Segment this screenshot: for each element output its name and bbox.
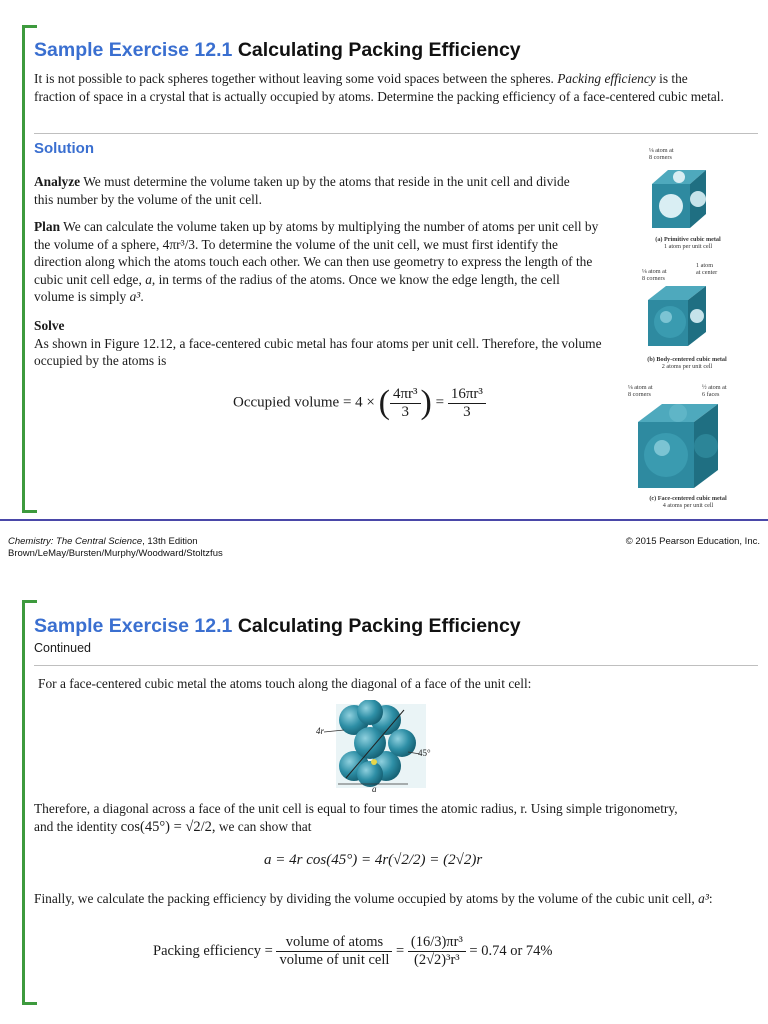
- face-centered-cube-image: [632, 400, 724, 494]
- packing-efficiency-equation: [153, 934, 553, 969]
- pe-equals-2: =: [396, 942, 405, 959]
- analyze-label: Analyze: [34, 174, 81, 189]
- p3-text-2: :: [708, 891, 713, 906]
- fig-a-caption-2: 1 atom per unit cell: [663, 243, 713, 250]
- fig-b-label-r2: at center: [696, 269, 718, 276]
- slide2-paragraph-1: For a face-centered cubic metal the atoms touch along the diagonal of a face of the unit cell:: [38, 676, 532, 691]
- fig-a-caption-1: (a) Primitive cubic metal: [655, 236, 721, 243]
- pe-fraction-2: [408, 934, 466, 969]
- fig-a-label-1: ⅛ atom at: [649, 147, 674, 154]
- eq-fraction-2: [448, 386, 486, 421]
- pe-f1-top: volume of atoms: [276, 934, 392, 952]
- fig-a-caption: [636, 236, 740, 250]
- slide2-title-text: Calculating Packing Efficiency: [237, 615, 521, 637]
- frac2-bot: 3: [463, 403, 471, 420]
- fig-b-label-left: [642, 268, 667, 282]
- slide-divider: [0, 519, 768, 521]
- frac1-top: 4πr³: [390, 386, 421, 404]
- solve-label: Solve: [34, 318, 65, 333]
- slide1-title-text: Calculating Packing Efficiency: [237, 39, 521, 61]
- fig-c-label-r2: 6 faces: [702, 391, 720, 398]
- frac1-bot: 3: [401, 403, 409, 420]
- frac2-top: 16πr³: [448, 386, 486, 404]
- fig-b-label-r1: 1 atom: [696, 262, 714, 269]
- intro-text-2: is the fraction of space in a crystal that is actually occupied by atoms. Determine the packing efficiency of a face-centered cubic metal.: [34, 71, 724, 104]
- edge-length-equation: a = 4r cos(45°) = 4r(√2/2) = (2√2)r: [264, 852, 483, 868]
- footer-copyright: © 2015 Pearson Education, Inc.: [625, 536, 760, 547]
- fig-b-label-l2: 8 corners: [642, 275, 665, 282]
- fig-c-caption-2: 4 atoms per unit cell: [662, 502, 714, 509]
- analyze-text: We must determine the volume taken up by the atoms that reside in the unit cell and divide this number by the volume of the unit cell.: [34, 174, 570, 207]
- fig-b-caption-2: 2 atoms per unit cell: [661, 363, 713, 370]
- solve-paragraph: [34, 317, 604, 370]
- eq-times: = 4 ×: [342, 394, 375, 411]
- slide2-paragraph-2: [34, 800, 694, 836]
- p3-text: Finally, we calculate the packing efficiency by dividing the volume occupied by atoms by the volume of the cubic unit cell,: [34, 891, 699, 906]
- fig-b-label-right: [696, 262, 717, 276]
- footer-edition: , 13th Edition: [142, 536, 198, 547]
- pe-f2-bot: (2√2)³r³: [414, 952, 460, 968]
- intro-italic: Packing efficiency: [557, 71, 656, 86]
- unit-cell-figure: [622, 140, 762, 515]
- fig-c-label-r1: ½ atom at: [702, 384, 727, 391]
- intro-text: It is not possible to pack spheres together without leaving some void spaces between the spheres.: [34, 71, 558, 86]
- continued-label: Continued: [34, 641, 91, 655]
- pe-f2-top: (16/3)πr³: [408, 934, 466, 952]
- eq-label: Occupied volume: [233, 394, 340, 411]
- plan-text-3: .: [140, 289, 144, 304]
- pe-label: Packing efficiency: [153, 942, 262, 959]
- fig-a-label: [649, 147, 674, 161]
- fig-c-caption: [628, 495, 748, 509]
- fig-label-45: 45°: [418, 748, 431, 758]
- fig-label-a: a: [372, 784, 377, 794]
- plan-text: We can calculate the volume taken up by atoms by multiplying the number of atoms per unit cell by the volume of a sphere, 4πr³/3. To determine the volume of the unit cell, we must first identify the direction along which the atoms touch each other. We can then use geometry to express the length of the cubic unit cell edge,: [34, 219, 599, 287]
- fig-c-label-l1: ⅛ atom at: [628, 384, 653, 391]
- primitive-cube-image: [644, 166, 714, 236]
- plan-label: Plan: [34, 219, 61, 234]
- footer-book: [8, 536, 223, 560]
- pe-fraction-1: [276, 934, 392, 969]
- fig-label-4r: 4r: [316, 726, 325, 736]
- plan-a: a: [145, 271, 152, 287]
- fig-c-label-l2: 8 corners: [628, 391, 651, 398]
- slide2-title: [34, 615, 521, 638]
- occupied-volume-equation: Occupied volume = 4 × ( $\frac{\text{4πr³}}{3}$ ) = $\frac{\text{16πr³}}{3}$: [233, 384, 486, 422]
- fig-b-label-l1: ⅛ atom at: [642, 268, 667, 275]
- fig-c-label-right: [702, 384, 727, 398]
- eq-equals: =: [435, 394, 445, 411]
- slide1-intro: [34, 70, 724, 105]
- solution-heading: Solution: [34, 140, 94, 157]
- slide2-title-number: Sample Exercise 12.1: [34, 615, 233, 637]
- fig-b-caption: [632, 356, 742, 370]
- slide2-paragraph-3: [34, 890, 734, 908]
- plan-text-2: , in terms of the radius of the atoms. Once we know the edge length, the cell volume is simply: [34, 271, 560, 304]
- slide1-title: [34, 39, 521, 62]
- footer-book-title: Chemistry: The Central Science: [8, 536, 143, 547]
- p3-a3: a³: [698, 891, 709, 906]
- fig-c-label-left: [628, 384, 653, 398]
- footer-authors: Brown/LeMay/Bursten/Murphy/Woodward/Stoltzfus: [8, 548, 223, 559]
- p2-text-2: we can show that: [215, 818, 312, 834]
- solve-text: As shown in Figure 12.12, a face-centered cubic metal has four atoms per unit cell. Therefore, the volume occupied by the atoms is: [34, 335, 602, 368]
- plan-paragraph: [34, 218, 600, 306]
- analyze-paragraph: [34, 173, 579, 208]
- pe-result: = 0.74 or 74%: [469, 942, 553, 959]
- p2-text: Therefore, a diagonal across a face of the unit cell is equal to four times the atomic radius, r. Using simple trigonometry, and the identity: [34, 801, 678, 834]
- slide2-rule: [34, 665, 758, 666]
- p2-identity: cos(45°) = √2/2,: [120, 818, 216, 835]
- slide1-title-number: Sample Exercise 12.1: [34, 39, 233, 61]
- fig-c-caption-1: (c) Face-centered cubic metal: [649, 495, 727, 502]
- body-centered-cube-image: [640, 282, 716, 354]
- plan-a3: a³: [129, 289, 141, 304]
- pe-equals: =: [264, 942, 273, 959]
- pe-f1-bot: volume of unit cell: [279, 952, 390, 968]
- fig-a-label-2: 8 corners: [649, 154, 672, 161]
- fig-b-caption-1: (b) Body-centered cubic metal: [647, 356, 727, 363]
- slide1-rule: [34, 133, 758, 134]
- eq-fraction-1: [390, 386, 421, 421]
